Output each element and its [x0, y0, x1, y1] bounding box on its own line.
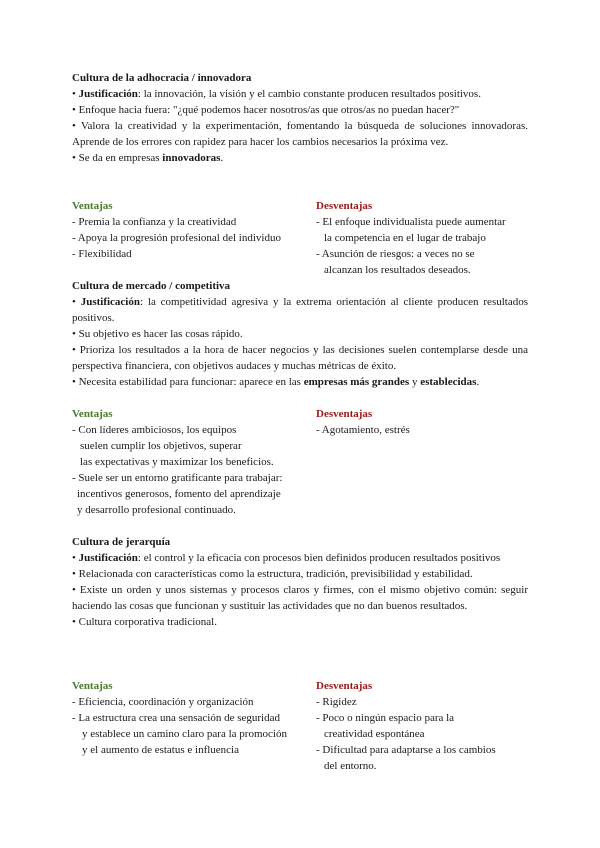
list-item: - Poco o ningún espacio para la	[316, 712, 455, 724]
list-item-cont: y desarrollo profesional continuado.	[77, 504, 236, 516]
list-item-cont: y establece un camino claro para la promoción	[82, 728, 287, 740]
desventajas-heading: Desventajas	[316, 200, 373, 212]
list-item-cont: alcanzan los resultados deseados.	[324, 264, 471, 276]
list-item-cont: las expectativas y maximizar los beneficios.	[80, 456, 274, 468]
list-item-cont: del entorno.	[324, 760, 377, 772]
ventajas-column	[72, 198, 312, 262]
list-item-cont: creatividad espontánea	[324, 728, 425, 740]
ventajas-heading: Ventajas	[72, 680, 113, 692]
desventajas-heading: Desventajas	[316, 408, 373, 420]
bullet-justificacion: • Justificación: la innovación, la visión y el cambio constante producen resultados positivos.	[72, 88, 481, 100]
bullet-empresas: • Se da en empresas innovadoras.	[72, 152, 224, 164]
bullet-tradicional: • Cultura corporativa tradicional.	[72, 616, 217, 628]
bullet-justificacion: • Justificación: la competitividad agresiva y la extrema orientación al cliente producen resultados positivos.	[72, 296, 528, 324]
list-item-cont: suelen cumplir los objetivos, superar	[80, 440, 242, 452]
ventajas-heading: Ventajas	[72, 200, 113, 212]
list-item: - Agotamiento, estrés	[316, 424, 410, 436]
bullet-relacionada: • Relacionada con características como la estructura, tradición, previsibilidad y estabilidad.	[72, 568, 473, 580]
bullet-prioriza: • Prioriza los resultados a la hora de hacer negocios y las decisiones suelen contemplarse desde una perspectiva financiera, con objetivos audaces y muchas métricas de éxito.	[72, 344, 528, 372]
list-item-cont: la competencia en el lugar de trabajo	[324, 232, 486, 244]
bullet-enfoque: • Enfoque hacia fuera: "¿qué podemos hacer nosotros/as que otros/as no puedan hacer?"	[72, 104, 460, 116]
list-item: - Premia la confianza y la creatividad	[72, 216, 237, 228]
pros-cons-jerarquia	[72, 678, 542, 778]
ventajas-heading: Ventajas	[72, 408, 113, 420]
section-jerarquia	[72, 534, 528, 630]
list-item: - Asunción de riesgos: a veces no se	[316, 248, 475, 260]
ventajas-column	[72, 406, 312, 518]
pros-cons-mercado	[72, 406, 542, 522]
bullet-creatividad: • Valora la creatividad y la experimentación, fomentando la búsqueda de soluciones innovadoras. Aprende de los errores con rapidez para hacer los cambios necesarios la próxima vez.	[72, 120, 528, 148]
desventajas-heading: Desventajas	[316, 680, 373, 692]
bullet-orden: • Existe un orden y unos sistemas y procesos claros y firmes, con el mismo objetivo común: seguir haciendo las cosas que funcionan y sustituir las actividades que no dan buenos resultados.	[72, 584, 528, 612]
list-item: - El enfoque individualista puede aumentar	[316, 216, 506, 228]
section-title: Cultura de la adhocracia / innovadora	[72, 72, 252, 84]
list-item: - Apoya la progresión profesional del individuo	[72, 232, 281, 244]
desventajas-column	[316, 198, 542, 278]
bullet-estabilidad: • Necesita estabilidad para funcionar: aparece en las empresas más grandes y establecidas.	[72, 376, 480, 388]
list-item-cont: incentivos generosos, fomento del aprendizaje	[77, 488, 281, 500]
desventajas-column	[316, 406, 542, 438]
pros-cons-adhocracia	[72, 198, 542, 282]
list-item-cont: y el aumento de estatus e influencia	[82, 744, 239, 756]
list-item: - La estructura crea una sensación de seguridad	[72, 712, 280, 724]
ventajas-column	[72, 678, 312, 758]
bullet-objetivo: • Su objetivo es hacer las cosas rápido.	[72, 328, 243, 340]
list-item: - Suele ser un entorno gratificante para trabajar:	[72, 472, 283, 484]
section-title: Cultura de jerarquía	[72, 536, 171, 548]
list-item: - Rigidez	[316, 696, 357, 708]
list-item: - Dificultad para adaptarse a los cambios	[316, 744, 496, 756]
list-item: - Flexibilidad	[72, 248, 132, 260]
section-adhocracia	[72, 70, 528, 166]
list-item: - Eficiencia, coordinación y organización	[72, 696, 254, 708]
list-item: - Con líderes ambiciosos, los equipos	[72, 424, 237, 436]
bullet-justificacion: • Justificación: el control y la eficacia con procesos bien definidos producen resultados positivos	[72, 552, 501, 564]
section-mercado	[72, 278, 528, 390]
desventajas-column	[316, 678, 542, 774]
section-title: Cultura de mercado / competitiva	[72, 280, 231, 292]
